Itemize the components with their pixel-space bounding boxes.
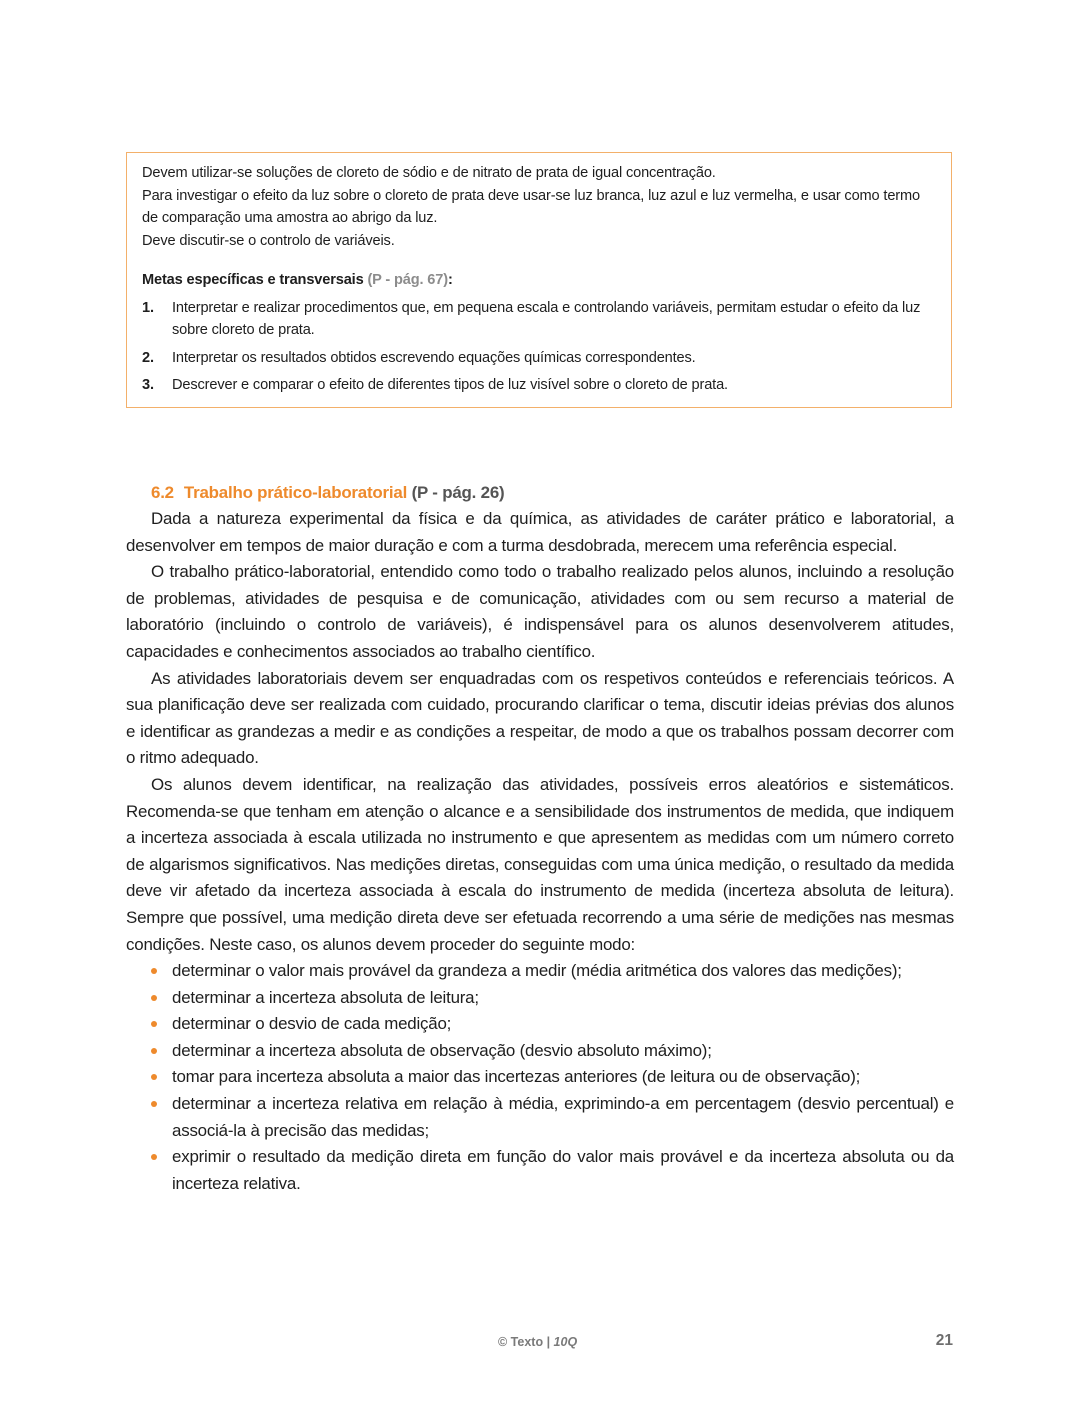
procedure-list <box>126 958 954 1197</box>
footer-credit <box>498 1335 577 1349</box>
procedure-item: determinar o valor mais provável da grandeza a medir (média aritmética dos valores das medições); <box>172 958 954 985</box>
goals-title <box>142 269 937 292</box>
goal-text: Descrever e comparar o efeito de diferentes tipos de luz visível sobre o cloreto de prata. <box>172 377 728 394</box>
paragraph: Os alunos devem identificar, na realização das atividades, possíveis erros aleatórios e sistemáticos. Recomenda-se que tenham em atenção o alcance e a sensibilidade dos instrumentos de medida, que indiquem a incerteza associada à escala utilizada no instrumento e que apresentem as medidas com um número correto de algarismos significativos. Nas medições diretas, conseguidas com uma única medição, o resultado da medida deve vir afetado da incerteza associada à escala do instrumento de medida (incerteza absoluta de leitura). Sempre que possível, uma medição direta deve ser efetuada recorrendo a uma série de medições nas mesmas condições. Neste caso, os alunos devem proceder do seguinte modo: <box>126 774 954 954</box>
goals-page-ref: (P - pág. 67) <box>367 271 448 288</box>
procedure-item: determinar a incerteza absoluta de observação (desvio absoluto máximo); <box>172 1038 954 1065</box>
section-body <box>126 480 954 1197</box>
paragraph: O trabalho prático-laboratorial, entendido como todo o trabalho realizado pelos alunos, incluindo a resolução de problemas, atividades de pesquisa e de comunicação, atividades com ou sem recurso a material de laboratório (incluindo o controlo de variáveis), é indispensável para os alunos desenvolverem atitudes, capacidades e conhecimentos associados ao trabalho científico. <box>126 562 954 661</box>
credit-book: 10Q <box>553 1335 578 1349</box>
info-box <box>126 152 952 408</box>
goal-text: Interpretar e realizar procedimentos que, em pequena escala e controlando variáveis, permitam estudar o efeito da luz sobre cloreto de prata. <box>172 299 921 339</box>
goals-title-text: Metas específicas e transversais <box>142 271 364 288</box>
section-page-ref: (P - pág. 26) <box>411 483 505 502</box>
goals-colon: : <box>447 271 453 288</box>
section-title: Trabalho prático-laboratorial <box>183 483 408 502</box>
section-number: 6.2 <box>151 483 174 502</box>
credit-prefix: © Texto | <box>498 1335 554 1349</box>
goal-item <box>142 374 937 397</box>
goal-text: Interpretar os resultados obtidos escrevendo equações químicas correspondentes. <box>172 349 696 366</box>
procedure-item: determinar a incerteza relativa em relação à média, exprimindo-a em percentagem (desvio percentual) e associá-la à precisão das medidas; <box>172 1091 954 1144</box>
page-number: 21 <box>935 1332 953 1349</box>
procedure-item: determinar o desvio de cada medição; <box>172 1011 954 1038</box>
box-line: Devem utilizar-se soluções de cloreto de sódio e de nitrato de prata de igual concentração. <box>142 165 716 181</box>
section-heading <box>151 480 954 506</box>
procedure-item: tomar para incerteza absoluta a maior das incertezas anteriores (de leitura ou de observação); <box>172 1064 954 1091</box>
paragraph: As atividades laboratoriais devem ser enquadradas com os respetivos conteúdos e referenciais teóricos. A sua planificação deve ser realizada com cuidado, procurando clarificar o tema, discutir ideias prévias dos alunos e identificar as grandezas a medir e as condições a respeitar, de modo a que os trabalhos possam decorrer com o ritmo adequado. <box>126 668 954 768</box>
box-line: Deve discutir-se o controlo de variáveis. <box>142 233 395 250</box>
paragraph: Dada a natureza experimental da física e da química, as atividades de caráter prático e laboratorial, a desenvolver em tempos de maior duração e com a turma desdobrada, merecem uma referência especial. <box>126 509 954 555</box>
procedure-item: exprimir o resultado da medição direta em função do valor mais provável e da incerteza absoluta ou da incerteza relativa. <box>172 1144 954 1197</box>
goal-number: 1. <box>142 299 154 316</box>
procedure-item: determinar a incerteza absoluta de leitura; <box>172 985 954 1012</box>
goals-list <box>142 297 937 397</box>
goal-item <box>142 347 937 370</box>
goal-item <box>142 297 937 342</box>
goal-number: 2. <box>142 349 154 366</box>
box-line: Para investigar o efeito da luz sobre o cloreto de prata deve usar-se luz branca, luz azul e luz vermelha, e usar como termo de comparação uma amostra ao abrigo da luz. <box>142 187 920 227</box>
goal-number: 3. <box>142 377 154 394</box>
